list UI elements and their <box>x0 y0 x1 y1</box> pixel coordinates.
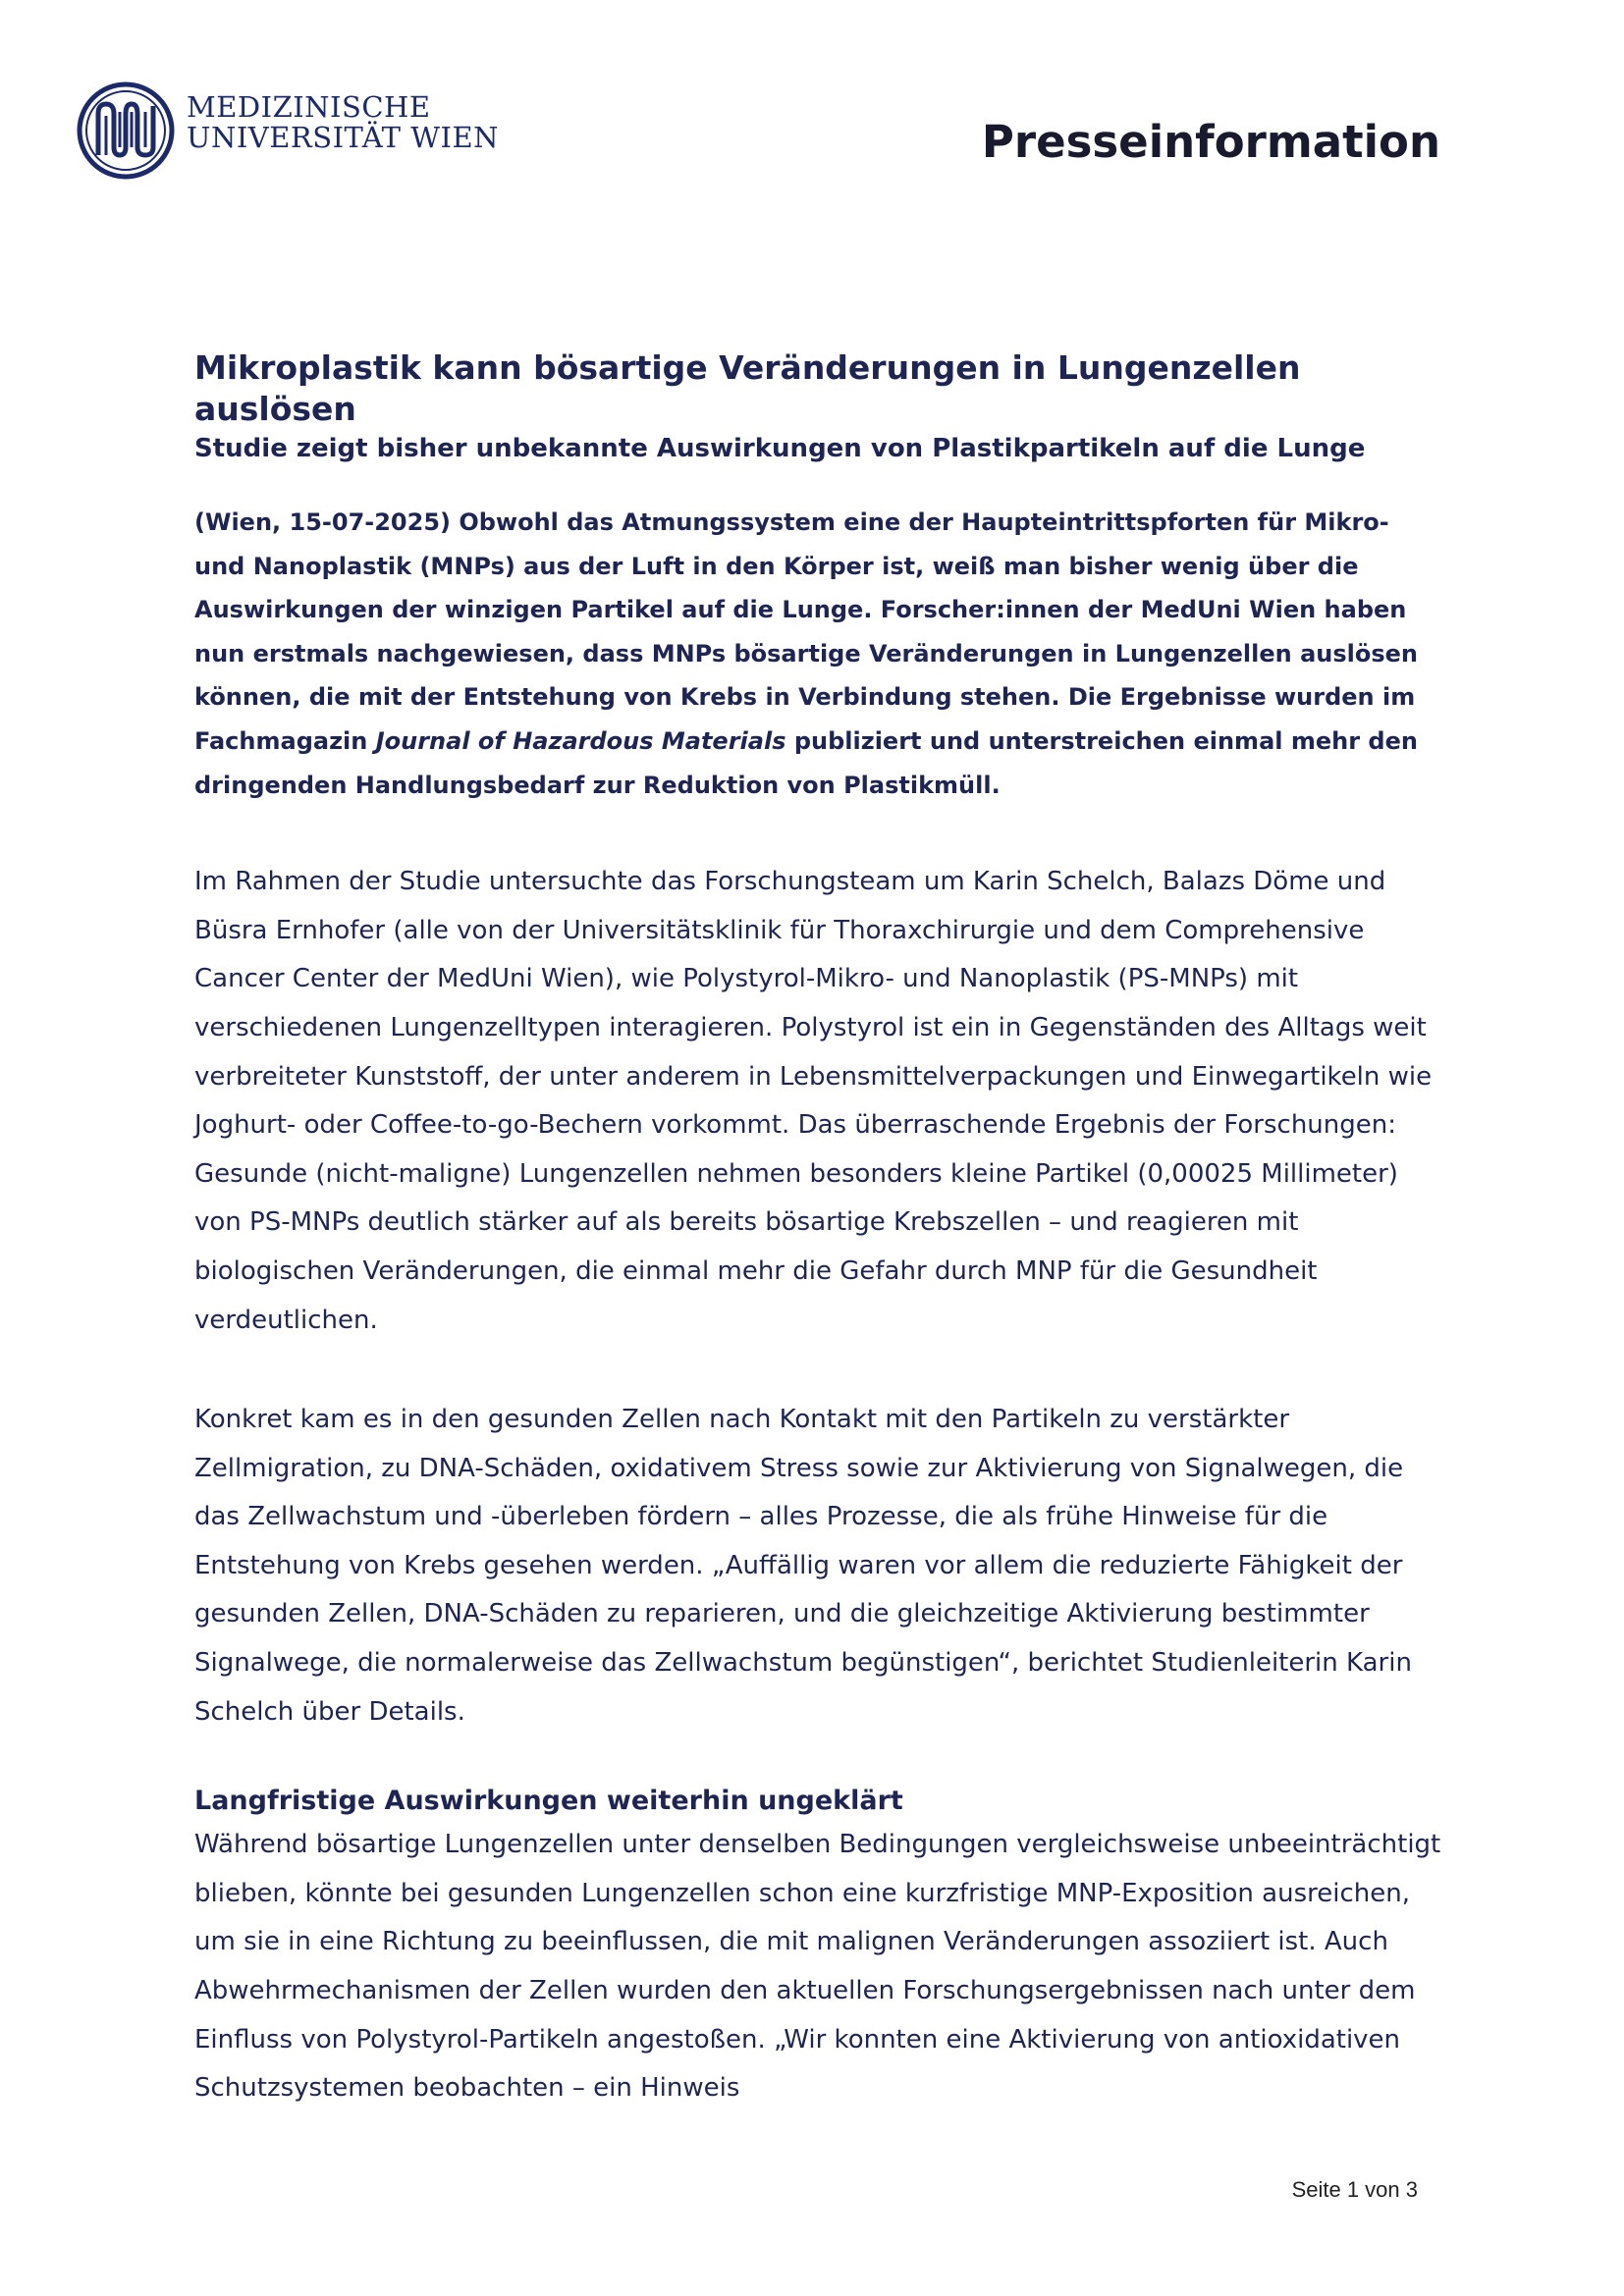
article-title: Mikroplastik kann bösartige Veränderungen in Lungenzellen auslösen <box>194 348 1301 428</box>
lead-text-part-1: (Wien, 15-07-2025) Obwohl das Atmungssystem eine der Haupteintrittspforten für Mikro- und Nanoplastik (MNPs) aus der Luft in den Körper ist, weiß man bisher wenig über die Auswirkungen der winzigen Partikel auf die Lunge. Forscher:innen der MedUni Wien haben nun erstmals nachgewiesen, dass MNPs bösartige Veränderungen in Lungenzellen auslösen können, die mit der Entstehung von Krebs in Verbindung stehen. Die Ergebnisse wurden im Fachmagazin <box>194 508 1419 755</box>
journal-name: Journal of Hazardous Materials <box>375 726 786 755</box>
logo-line-2: UNIVERSITÄT WIEN <box>187 121 500 154</box>
document-type-heading: Presseinformation <box>981 116 1440 168</box>
lead-text-part-2: publiziert und unterstreichen einmal mehr den dringenden Handlungsbedarf zur Reduktion von Plastikmüll. <box>194 726 1418 799</box>
body-paragraph-3: Während bösartige Lungenzellen unter denselben Bedingungen vergleichsweise unbeeinträchtigt blieben, könnte bei gesunden Lungenzellen schon eine kurzfristige MNP-Exposition ausreichen, um sie in eine Richtung zu beeinflussen, die mit malignen Veränderungen assoziiert ist. Auch Abwehrmechanismen der Zellen wurden den aktuellen Forschungsergebnissen nach unter dem Einfluss von Polystyrol-Partikeln angestoßen. „Wir konnten eine Aktivierung von antioxidativen Schutzsystemen beobachten – ein Hinweis <box>194 1830 1441 2104</box>
university-seal-icon <box>77 79 175 183</box>
logo-line-1: MEDIZINISCHE <box>187 90 431 124</box>
lead-paragraph <box>194 501 1441 807</box>
article <box>194 347 1441 2139</box>
body-paragraph-2: Konkret kam es in den gesunden Zellen nach Kontakt mit den Partikeln zu verstärkter Zellmigration, zu DNA-Schäden, oxidativem Stress sowie zur Aktivierung von Signalwegen, die das Zellwachstum und -überleben fördern – alles Prozesse, die als frühe Hinweise für die Entstehung von Krebs gesehen werden. „Auffällig waren vor allem die reduzierte Fähigkeit der gesunden Zellen, DNA-Schäden zu reparieren, und die gleichzeitige Aktivierung bestimmter Signalwege, die normalerweise das Zellwachstum begünstigen“, berichtet Studienleiterin Karin Schelch über Details. <box>194 1405 1412 1727</box>
page-number: Seite 1 von 3 <box>1291 2177 1418 2202</box>
logo-wordmark <box>187 92 499 153</box>
section-heading: Langfristige Auswirkungen weiterhin ungeklärt <box>194 1786 903 1817</box>
body-paragraph-1: Im Rahmen der Studie untersuchte das Forschungsteam um Karin Schelch, Balazs Döme und Büsra Ernhofer (alle von der Universitätsklinik für Thoraxchirurgie und dem Comprehensive Cancer Center der MedUni Wien), wie Polystyrol-Mikro- und Nanoplastik (PS-MNPs) mit verschiedenen Lungenzelltypen interagieren. Polystyrol ist ein in Gegenständen des Alltags weit verbreiteter Kunststoff, der unter anderem in Lebensmittelverpackungen und Einwegartikeln wie Joghurt- oder Coffee-to-go-Bechern vorkommt. Das überraschende Ergebnis der Forschungen: Gesunde (nicht-maligne) Lungenzellen nehmen besonders kleine Partikel (0,00025 Millimeter) von PS-MNPs deutlich stärker auf als bereits bösartige Krebszellen – und reagieren mit biologischen Veränderungen, die einmal mehr die Gefahr durch MNP für die Gesundheit verdeutlichen. <box>194 867 1433 1335</box>
university-logo <box>77 79 528 187</box>
article-subtitle: Studie zeigt bisher unbekannte Auswirkungen von Plastikpartikeln auf die Lunge <box>194 434 1366 463</box>
